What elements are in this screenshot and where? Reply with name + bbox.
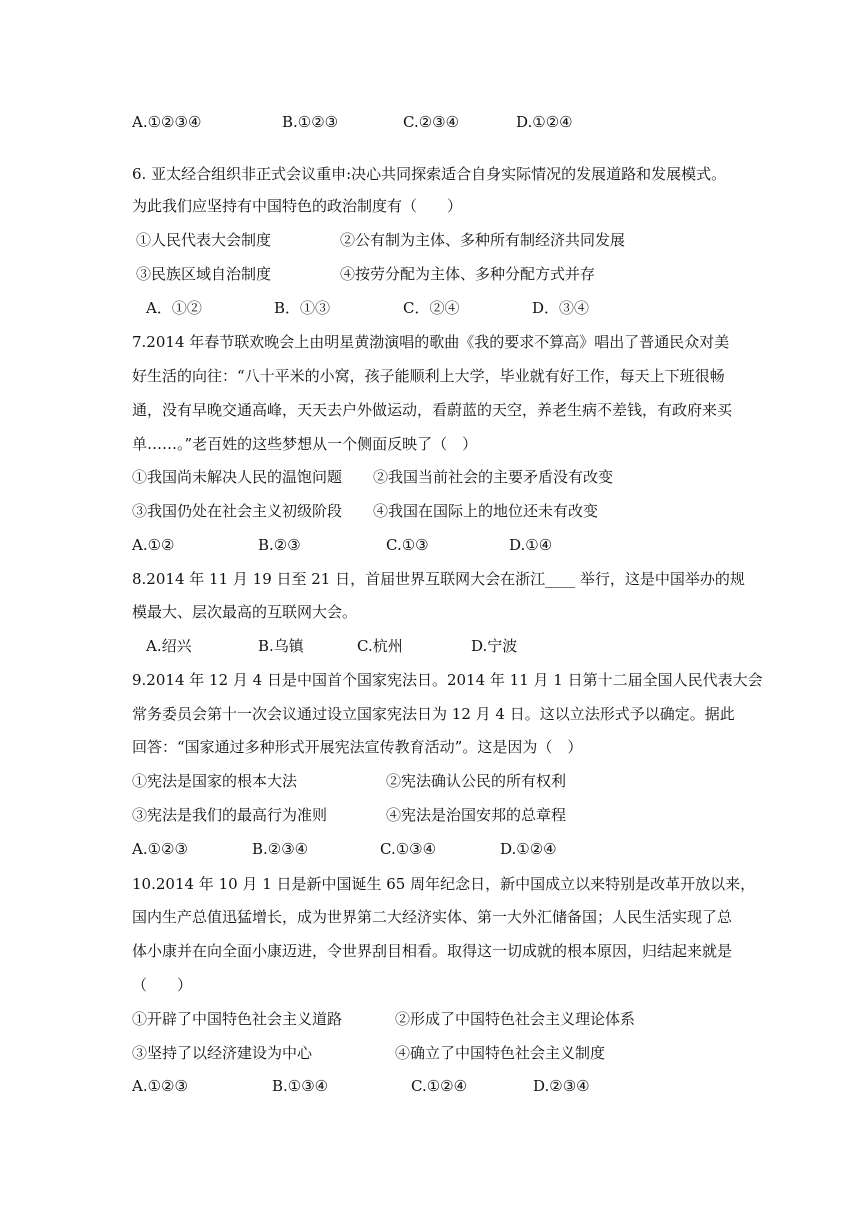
q10-stem-line-2: 国内生产总值迅猛增长，成为世界第二大经济实体、第一大外汇储备国；人民生活实现了总 bbox=[132, 908, 733, 926]
q6-item-3: ③民族区域自治制度 bbox=[136, 265, 272, 283]
q8-option-b: B.乌镇 bbox=[258, 637, 304, 655]
q6-stem-line-2: 为此我们应坚持有中国特色的政治制度有（ ） bbox=[132, 197, 463, 215]
q6-option-b: B．①③ bbox=[274, 299, 331, 317]
q9-option-a: A.①②③ bbox=[132, 840, 188, 858]
q5-option-d: D.①②④ bbox=[516, 113, 573, 131]
q10-item-1: ①开辟了中国特色社会主义道路 bbox=[132, 1010, 343, 1028]
q7-item-1: ①我国尚未解决人民的温饱问题 bbox=[132, 468, 343, 486]
q9-option-d: D.①②④ bbox=[500, 840, 557, 858]
q9-stem-line-2: 常务委员会第十一次会议通过设立国家宪法日为 12 月 4 日。这以立法形式予以确定。据此 bbox=[132, 705, 735, 723]
q10-option-d: D.②③④ bbox=[533, 1077, 590, 1095]
q6-stem-line-1: 6. 亚太经合组织非正式会议重申:决心共同探索适合自身实际情况的发展道路和发展模式。 bbox=[132, 165, 727, 183]
q6-item-1: ①人民代表大会制度 bbox=[136, 231, 272, 249]
q7-option-d: D.①④ bbox=[509, 536, 553, 554]
q8-stem-line-2: 模最大、层次最高的互联网大会。 bbox=[132, 603, 358, 621]
q10-option-b: B.①③④ bbox=[272, 1077, 329, 1095]
q7-item-4: ④我国在国际上的地位还未有改变 bbox=[373, 502, 599, 520]
q7-option-a: A.①② bbox=[132, 536, 175, 554]
q5-option-b: B.①②③ bbox=[282, 113, 339, 131]
q10-stem-line-4: （ ） bbox=[132, 976, 193, 994]
q9-item-4: ④宪法是治国安邦的总章程 bbox=[386, 806, 567, 824]
q9-stem-line-1: 9.2014 年 12 月 4 日是中国首个国家宪法日。2014 年 11 月 1 日第十二届全国人民代表大会 bbox=[132, 671, 763, 689]
q10-option-c: C.①②④ bbox=[411, 1077, 468, 1095]
q6-option-c: C．②④ bbox=[403, 299, 460, 317]
q9-option-c: C.①③④ bbox=[380, 840, 437, 858]
q10-item-2: ②形成了中国特色社会主义理论体系 bbox=[395, 1010, 636, 1028]
q8-stem-line-1: 8.2014 年 11 月 19 日至 21 日，首届世界互联网大会在浙江____ 举行，这是中国举办的规 bbox=[132, 570, 745, 588]
q6-option-a: A．①② bbox=[146, 299, 202, 317]
q6-item-4: ④按劳分配为主体、多种分配方式并存 bbox=[340, 265, 596, 283]
q7-option-b: B.②③ bbox=[258, 536, 301, 554]
q7-stem-line-4: 单……。”老百姓的这些梦想从一个侧面反映了（ ） bbox=[132, 435, 478, 453]
q10-option-a: A.①②③ bbox=[132, 1077, 188, 1095]
q7-stem-line-1: 7.2014 年春节联欢晚会上由明星黄渤演唱的歌曲《我的要求不算高》唱出了普通民众对美 bbox=[132, 333, 730, 351]
q6-item-2: ②公有制为主体、多种所有制经济共同发展 bbox=[340, 231, 626, 249]
q9-item-2: ②宪法确认公民的所有权利 bbox=[386, 772, 567, 790]
q5-option-c: C.②③④ bbox=[403, 113, 460, 131]
q10-item-3: ③坚持了以经济建设为中心 bbox=[132, 1044, 313, 1062]
q9-item-3: ③宪法是我们的最高行为准则 bbox=[132, 806, 328, 824]
q7-option-c: C.①③ bbox=[386, 536, 429, 554]
q10-stem-line-3: 体小康并在向全面小康迈进，令世界刮目相看。取得这一切成就的根本原因，归结起来就是 bbox=[132, 942, 733, 960]
q7-item-2: ②我国当前社会的主要矛盾没有改变 bbox=[373, 468, 614, 486]
q9-item-1: ①宪法是国家的根本大法 bbox=[132, 772, 298, 790]
q8-option-d: D.宁波 bbox=[471, 637, 518, 655]
q8-option-a: A.绍兴 bbox=[146, 637, 192, 655]
q5-option-a: A.①②③④ bbox=[132, 113, 202, 131]
q10-item-4: ④确立了中国特色社会主义制度 bbox=[395, 1044, 606, 1062]
q9-stem-line-3: 回答：“国家通过多种形式开展宪法宣传教育活动”。这是因为（ ） bbox=[132, 738, 583, 756]
q7-item-3: ③我国仍处在社会主义初级阶段 bbox=[132, 502, 343, 520]
q6-option-d: D．③④ bbox=[532, 299, 590, 317]
q8-option-c: C.杭州 bbox=[357, 637, 403, 655]
q7-stem-line-2: 好生活的向往：“八十平米的小窝，孩子能顺利上大学，毕业就有好工作，每天上下班很畅 bbox=[132, 367, 725, 385]
q9-option-b: B.②③④ bbox=[252, 840, 309, 858]
q7-stem-line-3: 通，没有早晚交通高峰，天天去户外做运动，看蔚蓝的天空，养老生病不差钱，有政府来买 bbox=[132, 401, 733, 419]
q10-stem-line-1: 10.2014 年 10 月 1 日是新中国诞生 65 周年纪念日，新中国成立以来特别是改革开放以来， bbox=[132, 875, 756, 893]
